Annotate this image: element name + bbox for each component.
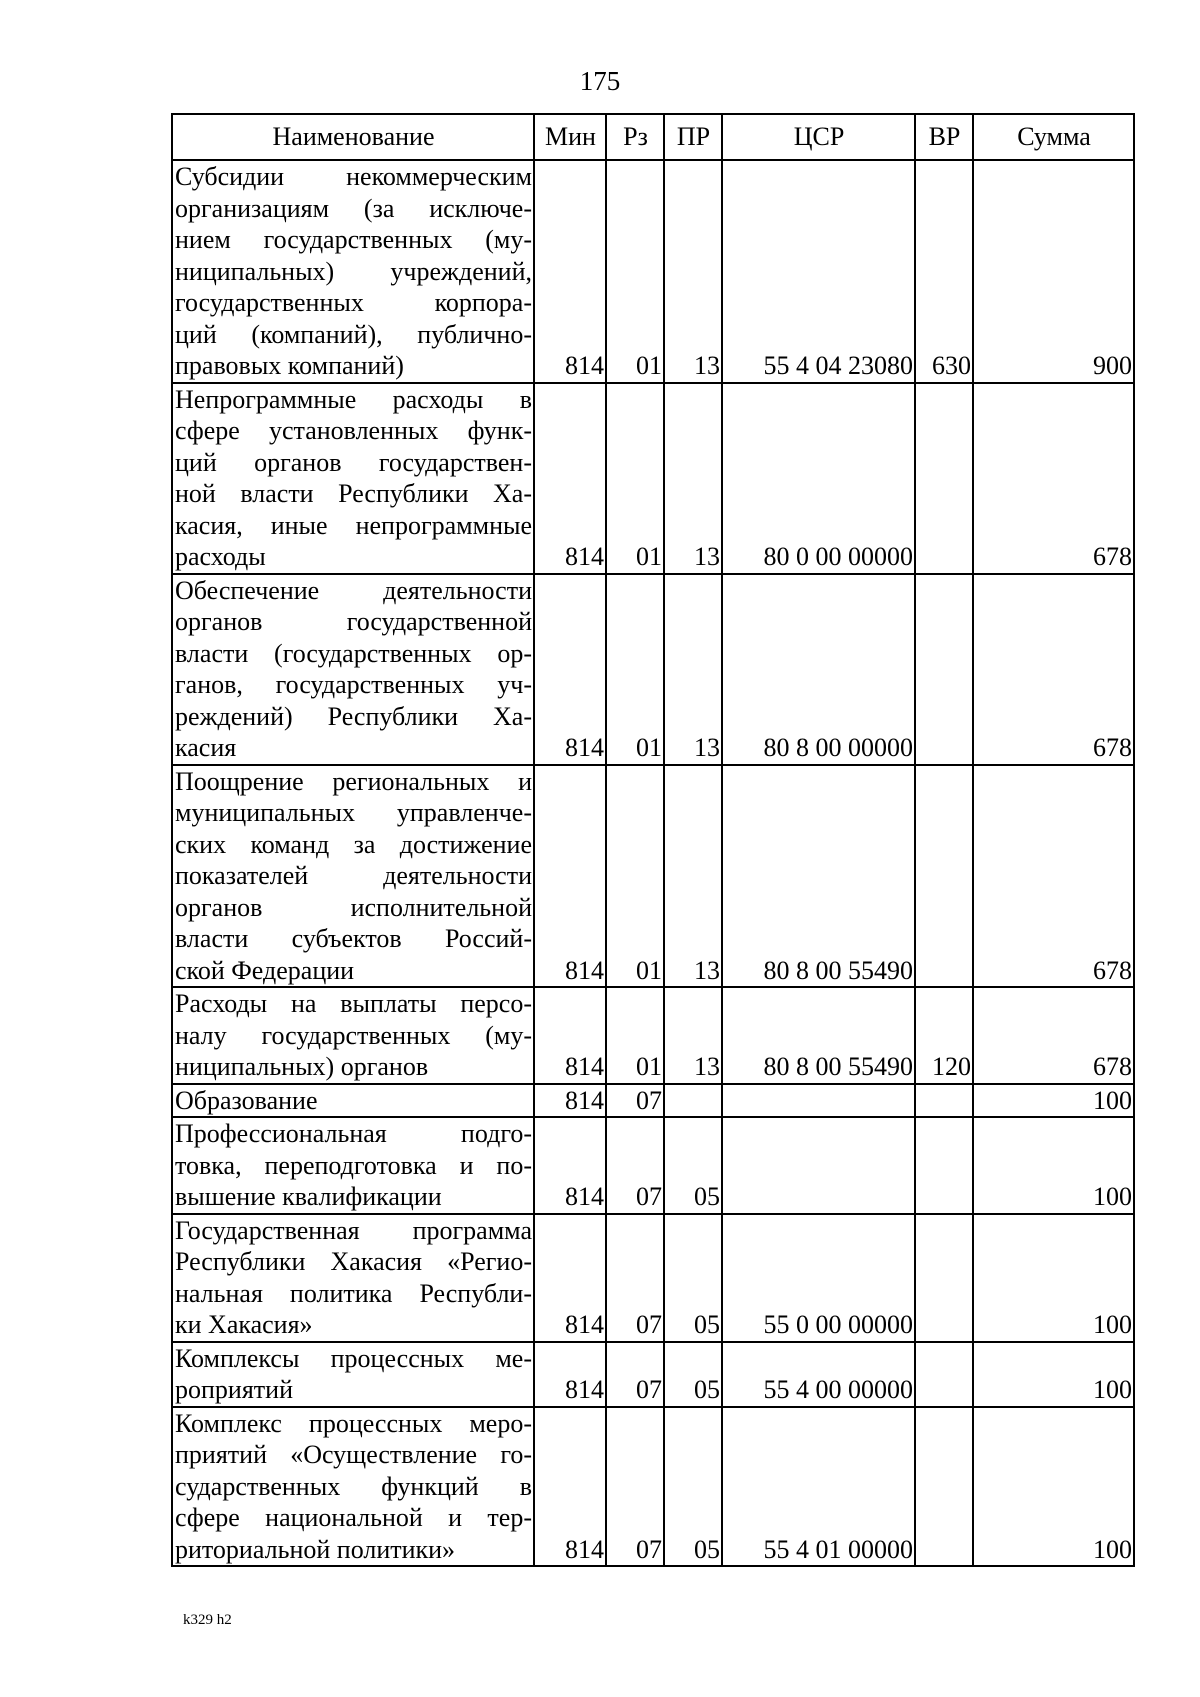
cell-name-line: роприятий: [175, 1375, 293, 1404]
cell-name: [172, 1214, 534, 1342]
cell-vr: [915, 1117, 973, 1214]
cell-rz: 07: [606, 1214, 664, 1342]
cell-sum: 678: [973, 765, 1134, 988]
cell-csr: [722, 1084, 915, 1118]
cell-sum: 100: [973, 1214, 1134, 1342]
cell-pr: 05: [664, 1342, 722, 1407]
table-row: [172, 383, 1134, 574]
cell-csr: 80 8 00 55490: [722, 987, 915, 1084]
cell-sum: 100: [973, 1342, 1134, 1407]
cell-rz: 07: [606, 1117, 664, 1214]
cell-name-line: Комплекс процессных меро-: [175, 1408, 532, 1438]
cell-vr: [915, 574, 973, 765]
cell-name: [172, 987, 534, 1084]
cell-name-line: ниципальных) органов: [175, 1052, 429, 1081]
cell-pr: 05: [664, 1117, 722, 1214]
table-row: [172, 574, 1134, 765]
cell-vr: 120: [915, 987, 973, 1084]
cell-name-line: товка, переподготовка и по-: [175, 1150, 532, 1180]
cell-name-line: органов государственной: [175, 607, 532, 636]
cell-sum: 900: [973, 160, 1134, 383]
cell-name-line: реждений) Республики Ха-: [175, 701, 532, 731]
cell-sum: 678: [973, 383, 1134, 574]
cell-csr: 55 4 04 23080: [722, 160, 915, 383]
cell-name-line: ной власти Республики Ха-: [175, 479, 532, 508]
cell-pr: 13: [664, 765, 722, 988]
footer-code: k329 h2: [183, 1612, 232, 1628]
cell-name-line: приятий «Осуществление го-: [175, 1440, 532, 1469]
cell-csr: [722, 1117, 915, 1214]
table-row: [172, 1117, 1134, 1214]
page-number: 175: [579, 66, 621, 96]
cell-csr: 80 0 00 00000: [722, 383, 915, 574]
cell-min: 814: [534, 1214, 606, 1342]
cell-min: 814: [534, 160, 606, 383]
cell-name-line: муниципальных управленче-: [175, 798, 532, 827]
cell-vr: [915, 765, 973, 988]
cell-name: [172, 574, 534, 765]
cell-name: [172, 1117, 534, 1214]
table-body: [172, 160, 1134, 1566]
cell-csr: 80 8 00 00000: [722, 574, 915, 765]
cell-pr: 05: [664, 1214, 722, 1342]
cell-name-line: нальная политика Республи-: [175, 1278, 532, 1308]
cell-min: 814: [534, 1407, 606, 1567]
cell-min: 814: [534, 987, 606, 1084]
cell-name-line: налу государственных (му-: [175, 1020, 532, 1050]
cell-pr: 13: [664, 987, 722, 1084]
cell-sum: 100: [973, 1084, 1134, 1118]
cell-sum: 100: [973, 1407, 1134, 1567]
table-row: [172, 1084, 1134, 1118]
header-sum: Сумма: [973, 114, 1134, 160]
cell-vr: [915, 1214, 973, 1342]
cell-name-line: сударственных функций в: [175, 1471, 532, 1501]
cell-name-line: расходы: [175, 542, 266, 571]
cell-rz: 01: [606, 765, 664, 988]
cell-min: 814: [534, 1342, 606, 1407]
cell-name-line: ки Хакасия»: [175, 1310, 313, 1339]
header-csr: ЦСР: [722, 114, 915, 160]
cell-pr: 05: [664, 1407, 722, 1567]
budget-table: [171, 113, 1135, 1567]
cell-csr: 55 0 00 00000: [722, 1214, 915, 1342]
header-min: Мин: [534, 114, 606, 160]
cell-name-line: касия: [175, 733, 237, 762]
cell-name-line: Образование: [175, 1085, 318, 1115]
cell-name-line: Субсидии некоммерческим: [175, 162, 532, 191]
cell-name-line: ниципальных) учреждений,: [175, 256, 532, 286]
cell-rz: 07: [606, 1407, 664, 1567]
cell-name-line: ской Федерации: [175, 955, 355, 985]
table-row: [172, 765, 1134, 988]
cell-min: 814: [534, 1084, 606, 1118]
cell-pr: 13: [664, 383, 722, 574]
cell-name-line: ских команд за достижение: [175, 829, 532, 859]
cell-pr: 13: [664, 574, 722, 765]
cell-name-line: государственных корпора-: [175, 288, 532, 317]
table-row: [172, 160, 1134, 383]
cell-name: [172, 1342, 534, 1407]
cell-min: 814: [534, 1117, 606, 1214]
cell-rz: 01: [606, 574, 664, 765]
cell-rz: 01: [606, 383, 664, 574]
table-header-row: [172, 114, 1134, 160]
cell-name-line: ций органов государствен-: [175, 447, 532, 477]
header-pr: ПР: [664, 114, 722, 160]
header-vr: ВР: [915, 114, 973, 160]
cell-name-line: вышение квалификации: [175, 1182, 442, 1211]
cell-vr: 630: [915, 160, 973, 383]
table-row: [172, 987, 1134, 1084]
cell-name-line: власти субъектов Россий-: [175, 924, 532, 953]
cell-sum: 678: [973, 987, 1134, 1084]
cell-name-line: Государственная программа: [175, 1215, 532, 1245]
cell-csr: 55 4 01 00000: [722, 1407, 915, 1567]
cell-vr: [915, 383, 973, 574]
cell-rz: 07: [606, 1084, 664, 1118]
cell-name-line: организациям (за исключе-: [175, 193, 532, 223]
cell-name-line: Республики Хакасия «Регио-: [175, 1247, 532, 1276]
cell-csr: 80 8 00 55490: [722, 765, 915, 988]
cell-name-line: показателей деятельности: [175, 861, 532, 890]
cell-pr: [664, 1084, 722, 1118]
cell-name: [172, 1407, 534, 1567]
cell-rz: 01: [606, 987, 664, 1084]
table-row: [172, 1214, 1134, 1342]
table-row: [172, 1407, 1134, 1567]
cell-vr: [915, 1084, 973, 1118]
cell-csr: 55 4 00 00000: [722, 1342, 915, 1407]
cell-name-line: правовых компаний): [175, 351, 404, 380]
cell-name: [172, 383, 534, 574]
cell-name: [172, 1084, 534, 1118]
cell-min: 814: [534, 383, 606, 574]
cell-sum: 678: [973, 574, 1134, 765]
cell-name-line: нием государственных (му-: [175, 225, 532, 254]
cell-name-line: сфере установленных функ-: [175, 416, 532, 445]
header-name: Наименование: [172, 114, 534, 160]
cell-pr: 13: [664, 160, 722, 383]
cell-min: 814: [534, 574, 606, 765]
cell-name-line: Расходы на выплаты персо-: [175, 989, 532, 1018]
cell-name-line: Комплексы процессных ме-: [175, 1343, 532, 1373]
header-rz: Рз: [606, 114, 664, 160]
cell-min: 814: [534, 765, 606, 988]
cell-name-line: риториальной политики»: [175, 1534, 456, 1564]
cell-vr: [915, 1407, 973, 1567]
cell-name-line: ций (компаний), публично-: [175, 319, 532, 349]
cell-name-line: Поощрение региональных и: [175, 766, 532, 796]
cell-name-line: касия, иные непрограммные: [175, 510, 532, 540]
cell-name-line: сфере национальной и тер-: [175, 1503, 532, 1532]
cell-sum: 100: [973, 1117, 1134, 1214]
cell-vr: [915, 1342, 973, 1407]
cell-name-line: органов исполнительной: [175, 892, 532, 922]
cell-name: [172, 160, 534, 383]
cell-name-line: власти (государственных ор-: [175, 638, 532, 668]
cell-name-line: Непрограммные расходы в: [175, 384, 532, 414]
cell-name: [172, 765, 534, 988]
cell-rz: 07: [606, 1342, 664, 1407]
cell-name-line: Обеспечение деятельности: [175, 575, 532, 605]
cell-rz: 01: [606, 160, 664, 383]
cell-name-line: ганов, государственных уч-: [175, 670, 532, 699]
cell-name-line: Профессиональная подго-: [175, 1119, 532, 1148]
table-row: [172, 1342, 1134, 1407]
